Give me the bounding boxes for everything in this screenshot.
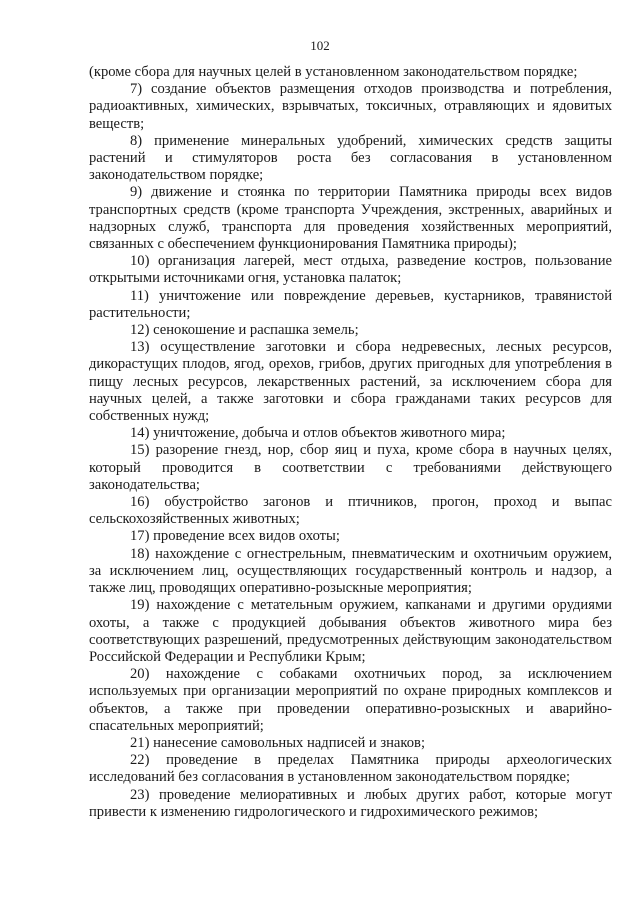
list-item-13: 13) осуществление заготовки и сбора недревесных, лесных ресурсов, дикорастущих плодов, ягод, орехов, грибов, других пригодных для употребления в пищу лесных ресурсов, лекарственных растений, за исключением сбора для научных целей, а также заготовки и сбора гражданами таких ресурсов для собственных нужд; [89,339,612,425]
list-item-17: 17) проведение всех видов охоты; [130,528,340,545]
paragraph-continuation: (кроме сбора для научных целей в установленном законодательством порядке; [89,64,578,80]
list-item-9: 9) движение и стоянка по территории Памятника природы всех видов транспортных средств (кроме транспорта Учреждения, экстренных, аварийных и надзорных служб, транспорта для проведения хозяйственных мероприятий, связанных с обеспечением функционирования Памятника природы); [89,184,612,253]
list-item-15: 15) разорение гнезд, нор, сбор яиц и пуха, кроме сбора в научных целях, который проводится в соответствии с требованиями действующего законодательства; [89,442,612,493]
document-body [89,64,612,821]
list-item-7: 7) создание объектов размещения отходов производства и потребления, радиоактивных, химических, взрывчатых, токсичных, отравляющих и ядовитых веществ; [89,81,612,132]
list-item-22: 22) проведение в пределах Памятника природы археологических исследований без согласования в установленном законодательством порядке; [89,752,612,786]
list-item-19: 19) нахождение с метательным оружием, капканами и другими орудиями охоты, а также с продукцией добывания объектов животного мира без соответствующих разрешений, предусмотренных действующим законодательством Российской Федерации и Республики Крым; [89,597,612,665]
list-item-8: 8) применение минеральных удобрений, химических средств защиты растений и стимуляторов роста без согласования в установленном законодательством порядке; [89,132,612,184]
list-item-16: 16) обустройство загонов и птичников, прогон, проход и выпас сельскохозяйственных животных; [89,494,612,528]
list-item-18: 18) нахождение с огнестрельным, пневматическим и охотничьим оружием, за исключением лиц, осуществляющих государственный контроль и надзор, а также лиц, проводящих оперативно-розыскные мероприятия; [89,545,612,597]
list-item-21: 21) нанесение самовольных надписей и знаков; [130,734,426,751]
list-item-11: 11) уничтожение или повреждение деревьев, кустарников, травянистой растительности; [89,287,612,321]
list-item-12: 12) сенокошение и распашка земель; [130,322,359,339]
list-item-10: 10) организация лагерей, мест отдыха, разведение костров, пользование открытыми источниками огня, установка палаток; [89,253,612,287]
list-item-20: 20) нахождение с собаками охотничьих пород, за исключением используемых при организации мероприятий по охране природных комплексов и объектов, а также при проведении оперативно-розыскных и аварийно-спасательных мероприятий; [89,666,612,734]
list-item-14: 14) уничтожение, добыча и отлов объектов животного мира; [130,425,506,442]
page-number: 102 [310,38,330,53]
list-item-23: 23) проведение мелиоративных и любых других работ, которые могут привести к изменению гидрологического и гидрохимического режимов; [89,786,612,820]
